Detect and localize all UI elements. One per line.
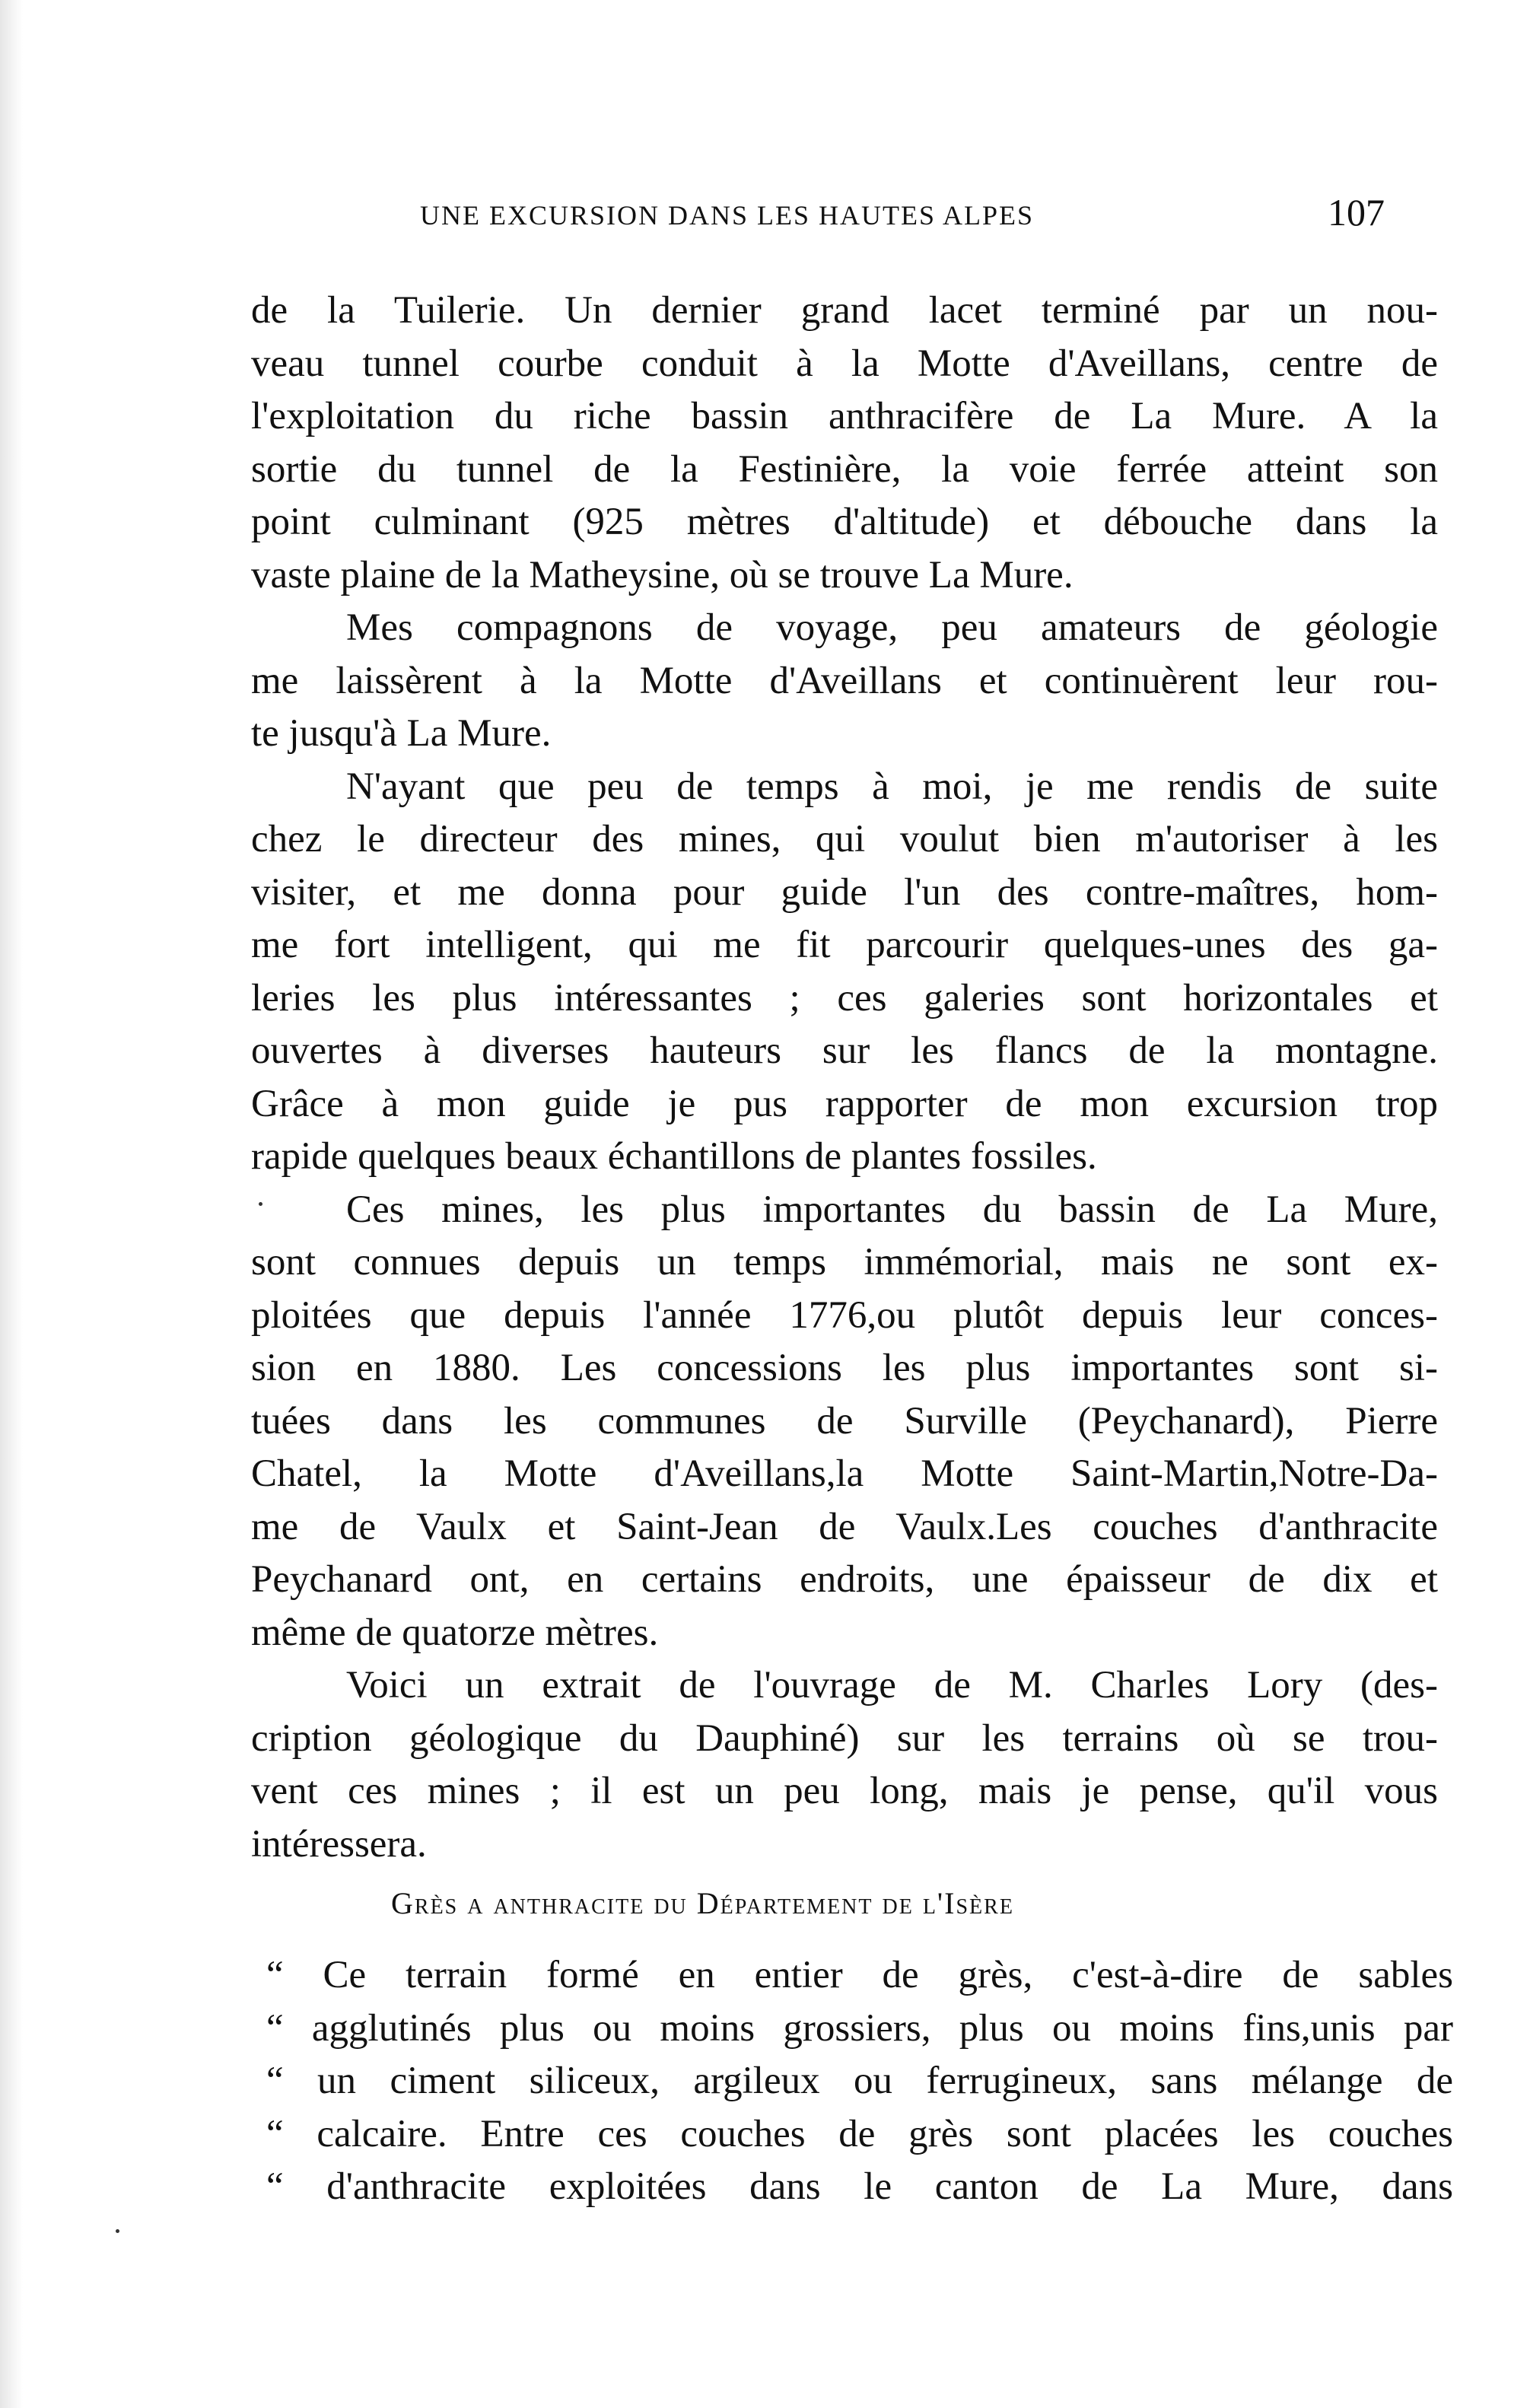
text-line: me laissèrent à la Motte d'Aveillans et continuèrent leur rou- [251, 659, 1438, 702]
quote-line: “ agglutinés plus ou moins grossiers, plus ou moins fins,unis par [266, 2006, 1453, 2050]
text-line: ploitées que depuis l'année 1776,ou plutôt depuis leur conces- [251, 1293, 1438, 1337]
text-line: ouvertes à diverses hauteurs sur les flancs de la montagne. [251, 1029, 1438, 1072]
section-heading [391, 1885, 1014, 1921]
text-line: Ces mines, les plus importantes du bassin de La Mure, [346, 1188, 1438, 1231]
text-line: Voici un extrait de l'ouvrage de M. Charles Lory (des- [346, 1664, 1438, 1707]
scan-edge [0, 0, 23, 2408]
quote-line: “ un ciment siliceux, argileux ou ferrugineux, sans mélange de [266, 2060, 1453, 2102]
text-line: veau tunnel courbe conduit à la Motte d'Aveillans, centre de [251, 342, 1438, 385]
text-line: Grâce à mon guide je pus rapporter de mon excursion trop [251, 1082, 1438, 1125]
text-line: cription géologique du Dauphiné) sur les terrains où se trou- [251, 1716, 1438, 1760]
text-line: sortie du tunnel de la Festinière, la voie ferrée atteint son [251, 447, 1438, 491]
running-head: UNE EXCURSION DANS LES HAUTES ALPES [420, 200, 1035, 231]
text-line: même de quatorze mètres. [251, 1611, 659, 1654]
text-line: rapide quelques beaux échantillons de plantes fossiles. [251, 1135, 1097, 1178]
text-line: de la Tuilerie. Un dernier grand lacet terminé par un nou- [251, 289, 1438, 332]
text-line: sont connues depuis un temps immémorial, mais ne sont ex- [251, 1241, 1438, 1284]
text-line: Mes compagnons de voyage, peu amateurs de géologie [346, 606, 1438, 649]
text-line: l'exploitation du riche bassin anthracifère de La Mure. A la [251, 395, 1438, 437]
quoted-extract [266, 1949, 1453, 2214]
quote-line: “ calcaire. Entre ces couches de grès sont placées les couches [266, 2112, 1453, 2155]
text-line: me de Vaulx et Saint-Jean de Vaulx.Les couches d'anthracite [251, 1505, 1438, 1548]
text-line: vaste plaine de la Matheysine, où se trouve La Mure. [251, 553, 1074, 596]
section-heading-text: Grès a anthracite du Département de l'Isère [391, 1886, 1014, 1920]
text-line: intéressera. [251, 1822, 427, 1866]
text-line: point culminant (925 mètres d'altitude) et débouche dans la [251, 501, 1438, 543]
text-line: Chatel, la Motte d'Aveillans,la Motte Saint-Martin,Notre-Da- [251, 1452, 1438, 1495]
text-line: sion en 1880. Les concessions les plus importantes sont si- [251, 1347, 1438, 1389]
scan-speck [116, 2229, 119, 2233]
quote-line: “ Ce terrain formé en entier de grès, c'est-à-dire de sables [266, 1954, 1453, 1996]
text-line: N'ayant que peu de temps à moi, je me rendis de suite [346, 765, 1438, 808]
body-text [251, 285, 1438, 1871]
text-line: visiter, et me donna pour guide l'un des contre-maîtres, hom- [251, 870, 1438, 914]
text-line: Peychanard ont, en certains endroits, une épaisseur de dix et [251, 1558, 1438, 1601]
text-line: chez le directeur des mines, qui voulut bien m'autoriser à les [251, 818, 1438, 860]
quote-line: “ d'anthracite exploitées dans le canton de La Mure, dans [266, 2165, 1453, 2208]
text-line: te jusqu'à La Mure. [251, 712, 552, 755]
text-line: me fort intelligent, qui me fit parcourir quelques-unes des ga- [251, 924, 1438, 966]
page-number: 107 [1328, 191, 1385, 234]
text-line: leries les plus intéressantes ; ces galeries sont horizontales et [251, 976, 1438, 1020]
text-line: tuées dans les communes de Surville (Peychanard), Pierre [251, 1399, 1438, 1443]
scan-speck [259, 1202, 262, 1206]
text-line: vent ces mines ; il est un peu long, mais je pense, qu'il vous [251, 1770, 1438, 1812]
